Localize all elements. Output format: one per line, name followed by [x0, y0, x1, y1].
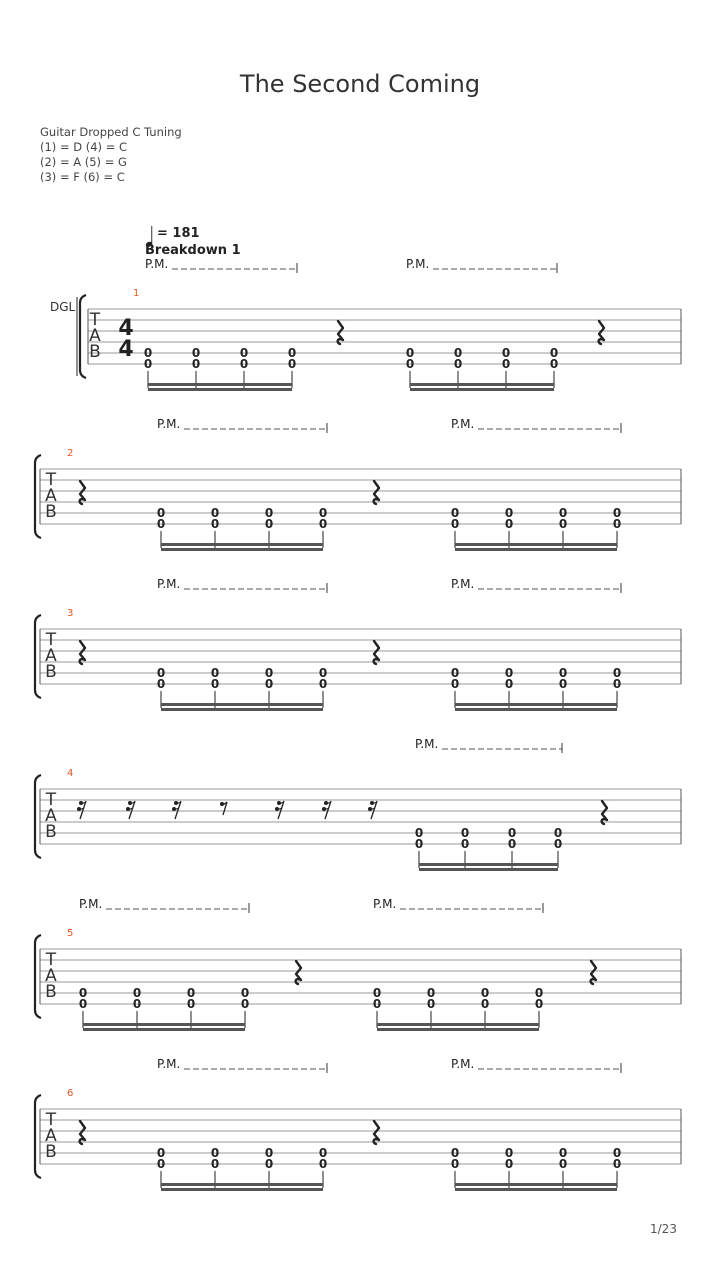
fret-number: 0 — [558, 1157, 568, 1171]
fret-number: 0 — [318, 1157, 328, 1171]
tuning-line: (1) = D (4) = C — [40, 140, 128, 154]
fret-number: 0 — [264, 1157, 274, 1171]
fret-number: 0 — [156, 517, 166, 531]
fret-number: 0 — [210, 666, 220, 680]
quarter-rest-icon — [374, 641, 379, 664]
fret-number: 0 — [240, 997, 250, 1011]
fret-number: 0 — [450, 517, 460, 531]
fret-number: 0 — [239, 357, 249, 371]
tab-clef-letter: B — [45, 982, 57, 1002]
tab-clef-letter: T — [89, 310, 101, 330]
rest-stroke — [374, 641, 379, 664]
quarter-rest-icon — [80, 481, 85, 504]
measure-number: 6 — [67, 1088, 74, 1099]
page-indicator: 1/23 — [650, 1222, 677, 1236]
fret-number: 0 — [504, 1157, 514, 1171]
tempo-value: = 181 — [157, 226, 200, 241]
rest-stroke — [338, 321, 343, 344]
quarter-rest-icon — [591, 961, 596, 984]
sixteenth-rest-icon — [172, 801, 181, 819]
fret-number: 0 — [186, 986, 196, 1000]
fret-number: 0 — [143, 346, 153, 360]
tab-clef-letter: A — [89, 326, 101, 346]
tab-clef-letter: B — [45, 662, 57, 682]
tab-clef-letter: A — [45, 806, 57, 826]
time-signature-numerator: 4 — [118, 316, 134, 341]
tab-clef-letter: A — [45, 966, 57, 986]
quarter-rest-icon — [374, 481, 379, 504]
fret-number: 0 — [450, 506, 460, 520]
beam-secondary — [455, 1188, 617, 1191]
measure-number: 3 — [67, 608, 74, 619]
tab-clef-letter: A — [45, 486, 57, 506]
beam-secondary — [410, 388, 554, 391]
fret-number: 0 — [210, 517, 220, 531]
tab-clef-letter: B — [45, 822, 57, 842]
fret-number: 0 — [191, 346, 201, 360]
beam-primary — [419, 863, 558, 866]
beam-primary — [161, 703, 323, 706]
rest-stroke — [374, 1121, 379, 1144]
palm-mute-label: P.M. — [157, 1057, 181, 1071]
fret-number: 0 — [78, 986, 88, 1000]
tab-clef-letter: A — [45, 646, 57, 666]
beam-primary — [148, 383, 292, 386]
beam-secondary — [377, 1028, 539, 1031]
beam-secondary — [455, 548, 617, 551]
fret-number: 0 — [143, 357, 153, 371]
fret-number: 0 — [318, 666, 328, 680]
beam-primary — [161, 1183, 323, 1186]
fret-number: 0 — [156, 506, 166, 520]
beam-primary — [455, 703, 617, 706]
fret-number: 0 — [414, 826, 424, 840]
fret-number: 0 — [612, 666, 622, 680]
beam-primary — [83, 1023, 245, 1026]
fret-number: 0 — [239, 346, 249, 360]
fret-number: 0 — [264, 666, 274, 680]
song-title: The Second Coming — [239, 70, 481, 98]
palm-mute-label: P.M. — [79, 897, 103, 911]
rest-stroke — [599, 321, 604, 344]
fret-number: 0 — [156, 1146, 166, 1160]
fret-number: 0 — [405, 346, 415, 360]
beam-primary — [161, 543, 323, 546]
quarter-rest-icon — [374, 1121, 379, 1144]
fret-number: 0 — [426, 986, 436, 1000]
rest-stroke — [374, 481, 379, 504]
tuning-heading: Guitar Dropped C Tuning — [40, 125, 182, 139]
rest-stroke — [80, 481, 85, 504]
sixteenth-rest-icon — [77, 801, 86, 819]
eighth-rest-icon — [220, 802, 227, 815]
sixteenth-rest-icon — [368, 801, 377, 819]
quarter-rest-icon — [599, 321, 604, 344]
tuning-line: (3) = F (6) = C — [40, 170, 125, 184]
fret-number: 0 — [132, 986, 142, 1000]
tuning-line: (2) = A (5) = G — [40, 155, 127, 169]
fret-number: 0 — [426, 997, 436, 1011]
fret-number: 0 — [414, 837, 424, 851]
rest-stroke — [602, 801, 607, 824]
measure-number: 5 — [67, 928, 74, 939]
fret-number: 0 — [534, 986, 544, 1000]
tab-clef-letter: B — [45, 502, 57, 522]
fret-number: 0 — [240, 986, 250, 1000]
system-bracket — [80, 295, 86, 378]
fret-number: 0 — [156, 1157, 166, 1171]
fret-number: 0 — [507, 837, 517, 851]
fret-number: 0 — [264, 506, 274, 520]
beam-primary — [455, 1183, 617, 1186]
fret-number: 0 — [210, 677, 220, 691]
fret-number: 0 — [558, 677, 568, 691]
fret-number: 0 — [450, 1157, 460, 1171]
tab-clef-letter: A — [45, 1126, 57, 1146]
fret-number: 0 — [553, 837, 563, 851]
palm-mute-label: P.M. — [451, 577, 475, 591]
beam-secondary — [83, 1028, 245, 1031]
fret-number: 0 — [504, 517, 514, 531]
fret-number: 0 — [372, 997, 382, 1011]
fret-number: 0 — [318, 677, 328, 691]
tab-clef-letter: T — [45, 470, 57, 490]
fret-number: 0 — [612, 1157, 622, 1171]
fret-number: 0 — [612, 517, 622, 531]
fret-number: 0 — [558, 1146, 568, 1160]
measure-number: 1 — [133, 288, 140, 299]
fret-number: 0 — [210, 1146, 220, 1160]
palm-mute-label: P.M. — [451, 1057, 475, 1071]
quarter-rest-icon — [296, 961, 301, 984]
fret-number: 0 — [318, 517, 328, 531]
fret-number: 0 — [534, 997, 544, 1011]
fret-number: 0 — [460, 826, 470, 840]
beam-secondary — [148, 388, 292, 391]
quarter-rest-icon — [80, 641, 85, 664]
quarter-rest-icon — [338, 321, 343, 344]
measure-number: 2 — [67, 448, 74, 459]
palm-mute-label: P.M. — [373, 897, 397, 911]
fret-number: 0 — [450, 1146, 460, 1160]
fret-number: 0 — [504, 677, 514, 691]
fret-number: 0 — [287, 357, 297, 371]
tab-clef-letter: B — [45, 1142, 57, 1162]
fret-number: 0 — [504, 1146, 514, 1160]
beam-secondary — [161, 548, 323, 551]
beam-primary — [410, 383, 554, 386]
beam-secondary — [455, 708, 617, 711]
sixteenth-rest-icon — [322, 801, 331, 819]
fret-number: 0 — [191, 357, 201, 371]
palm-mute-label: P.M. — [406, 257, 430, 271]
palm-mute-label: P.M. — [157, 417, 181, 431]
fret-number: 0 — [612, 506, 622, 520]
rest-stroke — [591, 961, 596, 984]
palm-mute-label: P.M. — [145, 257, 169, 271]
palm-mute-label: P.M. — [157, 577, 181, 591]
beam-secondary — [161, 1188, 323, 1191]
quarter-rest-icon — [602, 801, 607, 824]
fret-number: 0 — [372, 986, 382, 1000]
fret-number: 0 — [453, 357, 463, 371]
fret-number: 0 — [318, 506, 328, 520]
sixteenth-rest-icon — [126, 801, 135, 819]
fret-number: 0 — [264, 517, 274, 531]
fret-number: 0 — [210, 506, 220, 520]
palm-mute-label: P.M. — [451, 417, 475, 431]
tab-clef-letter: T — [45, 1110, 57, 1130]
beam-primary — [455, 543, 617, 546]
beam-primary — [377, 1023, 539, 1026]
fret-number: 0 — [453, 346, 463, 360]
fret-number: 0 — [186, 997, 196, 1011]
measure-number: 4 — [67, 768, 74, 779]
fret-number: 0 — [480, 997, 490, 1011]
rest-stroke — [80, 641, 85, 664]
fret-number: 0 — [558, 666, 568, 680]
tab-clef-letter: T — [45, 950, 57, 970]
tab-clef-letter: B — [89, 342, 101, 362]
fret-number: 0 — [558, 517, 568, 531]
tab-clef-letter: T — [45, 630, 57, 650]
fret-number: 0 — [460, 837, 470, 851]
beam-secondary — [419, 868, 558, 871]
fret-number: 0 — [450, 677, 460, 691]
fret-number: 0 — [612, 1146, 622, 1160]
fret-number: 0 — [612, 677, 622, 691]
fret-number: 0 — [264, 1146, 274, 1160]
time-signature-denominator: 4 — [118, 337, 134, 362]
beam-secondary — [161, 708, 323, 711]
palm-mute-label: P.M. — [415, 737, 439, 751]
rest-stroke — [80, 1121, 85, 1144]
fret-number: 0 — [480, 986, 490, 1000]
fret-number: 0 — [504, 506, 514, 520]
fret-number: 0 — [549, 346, 559, 360]
fret-number: 0 — [78, 997, 88, 1011]
rest-stroke — [296, 961, 301, 984]
fret-number: 0 — [156, 677, 166, 691]
fret-number: 0 — [156, 666, 166, 680]
fret-number: 0 — [287, 346, 297, 360]
fret-number: 0 — [450, 666, 460, 680]
fret-number: 0 — [405, 357, 415, 371]
fret-number: 0 — [553, 826, 563, 840]
fret-number: 0 — [558, 506, 568, 520]
fret-number: 0 — [504, 666, 514, 680]
fret-number: 0 — [507, 826, 517, 840]
fret-number: 0 — [318, 1146, 328, 1160]
fret-number: 0 — [264, 677, 274, 691]
fret-number: 0 — [501, 346, 511, 360]
fret-number: 0 — [549, 357, 559, 371]
track-name: DGL — [50, 300, 76, 314]
tab-clef-letter: T — [45, 790, 57, 810]
fret-number: 0 — [210, 1157, 220, 1171]
fret-number: 0 — [501, 357, 511, 371]
section-marker: Breakdown 1 — [145, 243, 241, 258]
sixteenth-rest-icon — [275, 801, 284, 819]
fret-number: 0 — [132, 997, 142, 1011]
quarter-rest-icon — [80, 1121, 85, 1144]
